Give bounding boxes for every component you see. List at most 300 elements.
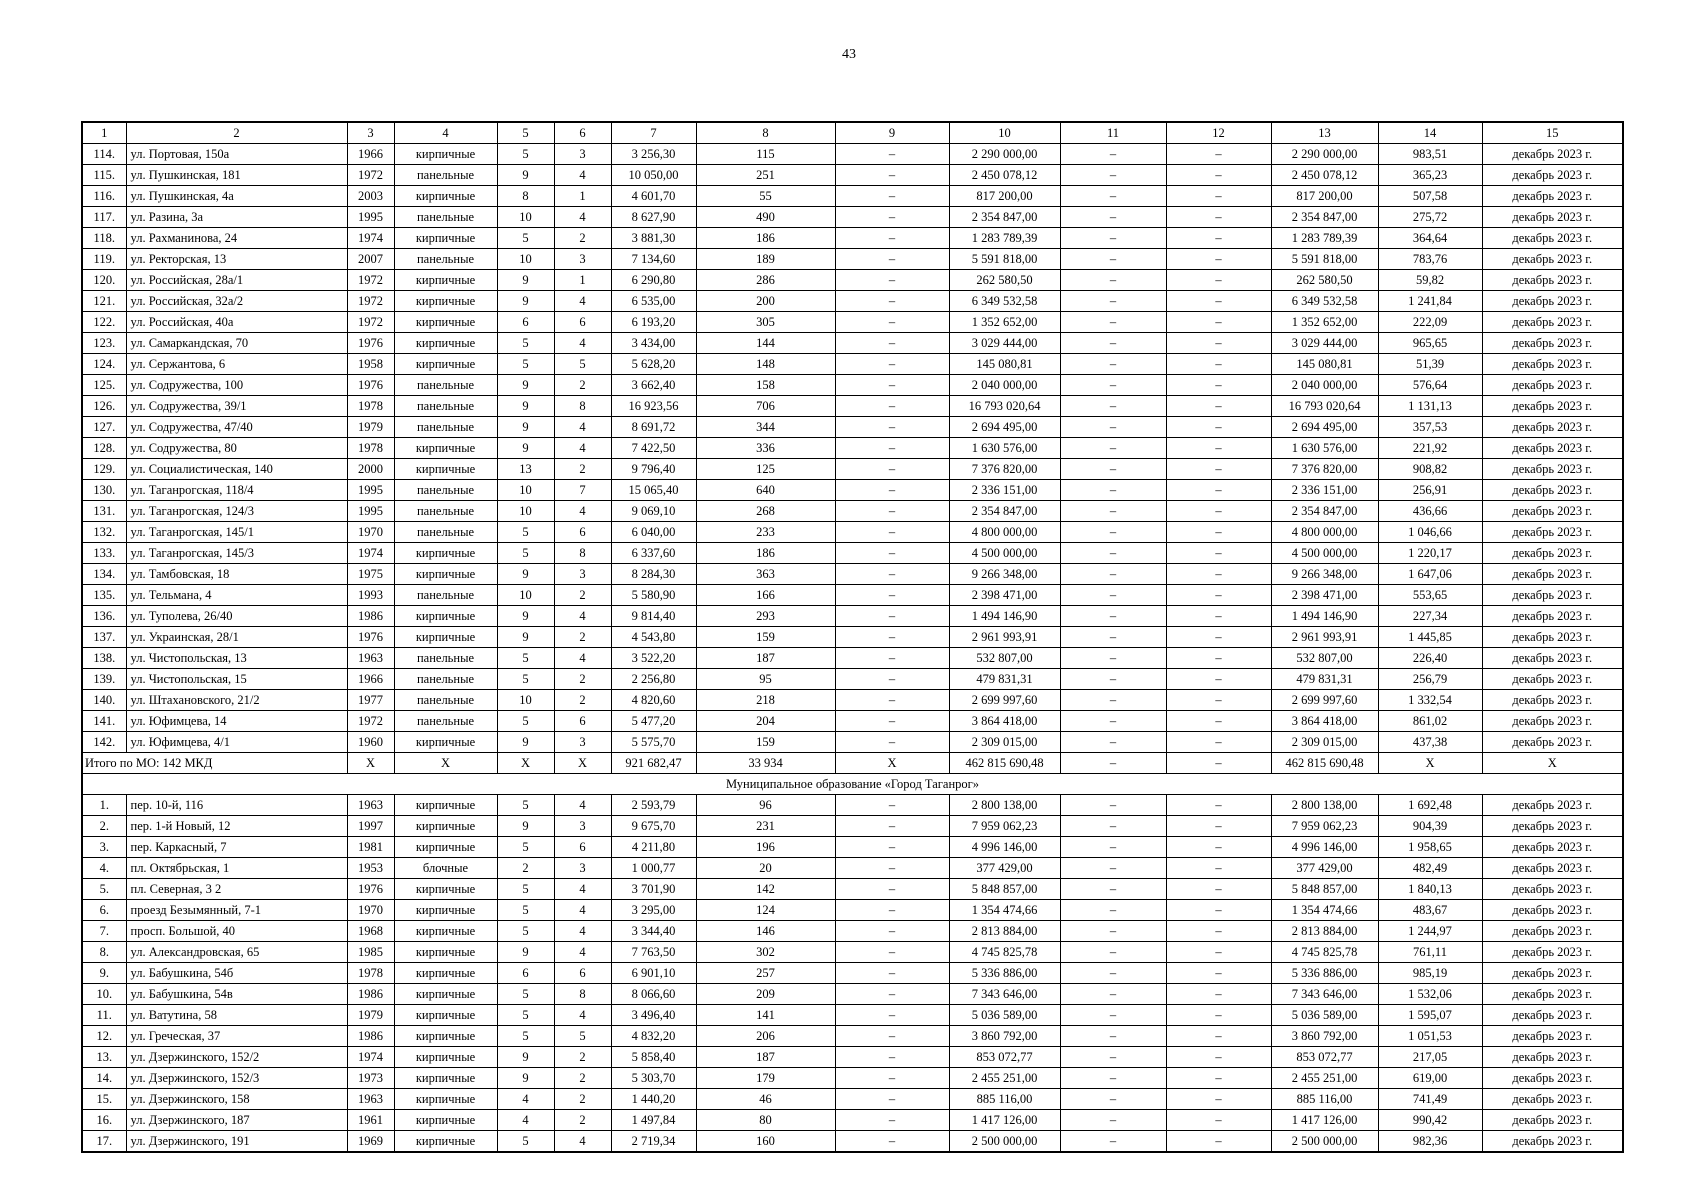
cell-cost-total: 1 494 146,90 [949, 606, 1060, 627]
header-cell: 11 [1060, 122, 1166, 144]
cell-floors: 5 [497, 879, 554, 900]
cell-entrances: 4 [554, 606, 611, 627]
cell-completion-date: декабрь 2023 г. [1482, 333, 1623, 354]
cell-cost-total: 2 354 847,00 [949, 501, 1060, 522]
cell-total-area: 6 337,60 [611, 543, 696, 564]
cell-col-9: – [835, 522, 949, 543]
cell-wall-material: блочные [394, 858, 497, 879]
cell-total-area: 8 691,72 [611, 417, 696, 438]
cell-residents: 363 [696, 564, 835, 585]
cell-total-area: 4 820,60 [611, 690, 696, 711]
cell-col-11: – [1060, 354, 1166, 375]
cell-cost-fund: 3 029 444,00 [1271, 333, 1378, 354]
table-row [82, 291, 1623, 312]
cell-completion-date: декабрь 2023 г. [1482, 879, 1623, 900]
cell-address: ул. Портовая, 150а [126, 144, 347, 165]
table-row [82, 375, 1623, 396]
cell-address: ул. Украинская, 28/1 [126, 627, 347, 648]
cell-cost-per-sqm: 1 051,53 [1378, 1026, 1482, 1047]
cell-cost-fund: 3 860 792,00 [1271, 1026, 1378, 1047]
cell-cost-fund: 2 455 251,00 [1271, 1068, 1378, 1089]
cell-col-9: – [835, 879, 949, 900]
cell-cost-per-sqm: 256,79 [1378, 669, 1482, 690]
cell-completion-date: декабрь 2023 г. [1482, 459, 1623, 480]
cell-entrances: 4 [554, 207, 611, 228]
cell-wall-material: панельные [394, 711, 497, 732]
cell-col-12: – [1166, 480, 1271, 501]
cell-address: ул. Дзержинского, 152/3 [126, 1068, 347, 1089]
cell-floors: 10 [497, 585, 554, 606]
cell-cost-per-sqm: 985,19 [1378, 963, 1482, 984]
cell-col-9: – [835, 669, 949, 690]
cell-residents: 141 [696, 1005, 835, 1026]
page-number: 43 [842, 47, 856, 62]
cell-cost-per-sqm: 576,64 [1378, 375, 1482, 396]
cell-address: ул. Сержантова, 6 [126, 354, 347, 375]
cell-col-9: – [835, 480, 949, 501]
cell-cost-fund: 262 580,50 [1271, 270, 1378, 291]
cell-year-built: 1979 [347, 417, 394, 438]
cell-col-12: – [1166, 438, 1271, 459]
table-row [82, 837, 1623, 858]
cell-year-built: 1974 [347, 1047, 394, 1068]
cell-year-built: 1985 [347, 942, 394, 963]
cell-col-12: – [1166, 501, 1271, 522]
cell-year-built: 1966 [347, 144, 394, 165]
cell-completion-date: декабрь 2023 г. [1482, 249, 1623, 270]
cell-total-area: 5 858,40 [611, 1047, 696, 1068]
cell-floors: 9 [497, 732, 554, 753]
cell-col-11: – [1060, 963, 1166, 984]
cell-col-11: – [1060, 333, 1166, 354]
cell-cost-total: 2 961 993,91 [949, 627, 1060, 648]
cell-col-9: – [835, 732, 949, 753]
cell-total-area: 7 134,60 [611, 249, 696, 270]
cell-cost-total: 885 116,00 [949, 1089, 1060, 1110]
cell-cost-per-sqm: 226,40 [1378, 648, 1482, 669]
cell-col-12: – [1166, 711, 1271, 732]
total-cell: – [1166, 753, 1271, 774]
cell-col-11: – [1060, 480, 1166, 501]
cell-floors: 5 [497, 1131, 554, 1153]
cell-year-built: 2000 [347, 459, 394, 480]
cell-col-12: – [1166, 165, 1271, 186]
cell-residents: 158 [696, 375, 835, 396]
cell-col-11: – [1060, 837, 1166, 858]
cell-floors: 9 [497, 564, 554, 585]
cell-col-12: – [1166, 312, 1271, 333]
cell-year-built: 1973 [347, 1068, 394, 1089]
cell-col-12: – [1166, 1026, 1271, 1047]
cell-floors: 9 [497, 291, 554, 312]
cell-row-number: 134. [82, 564, 126, 585]
cell-col-12: – [1166, 144, 1271, 165]
cell-col-12: – [1166, 228, 1271, 249]
table-row [82, 1089, 1623, 1110]
cell-completion-date: декабрь 2023 г. [1482, 270, 1623, 291]
cell-wall-material: кирпичные [394, 837, 497, 858]
column-number-header [82, 122, 1623, 144]
cell-residents: 206 [696, 1026, 835, 1047]
cell-wall-material: кирпичные [394, 438, 497, 459]
cell-col-9: – [835, 501, 949, 522]
cell-row-number: 14. [82, 1068, 126, 1089]
cell-cost-total: 5 036 589,00 [949, 1005, 1060, 1026]
cell-entrances: 4 [554, 879, 611, 900]
cell-cost-fund: 7 959 062,23 [1271, 816, 1378, 837]
cell-address: ул. Дзержинского, 152/2 [126, 1047, 347, 1068]
cell-wall-material: панельные [394, 417, 497, 438]
cell-address: ул. Дзержинского, 191 [126, 1131, 347, 1153]
cell-cost-total: 2 354 847,00 [949, 207, 1060, 228]
cell-floors: 9 [497, 375, 554, 396]
cell-completion-date: декабрь 2023 г. [1482, 1110, 1623, 1131]
cell-cost-fund: 2 354 847,00 [1271, 207, 1378, 228]
cell-completion-date: декабрь 2023 г. [1482, 564, 1623, 585]
cell-row-number: 123. [82, 333, 126, 354]
cell-row-number: 16. [82, 1110, 126, 1131]
cell-col-11: – [1060, 291, 1166, 312]
cell-completion-date: декабрь 2023 г. [1482, 816, 1623, 837]
cell-residents: 159 [696, 732, 835, 753]
cell-year-built: 1968 [347, 921, 394, 942]
cell-col-11: – [1060, 1110, 1166, 1131]
cell-completion-date: декабрь 2023 г. [1482, 711, 1623, 732]
cell-col-9: – [835, 417, 949, 438]
cell-row-number: 13. [82, 1047, 126, 1068]
cell-total-area: 6 901,10 [611, 963, 696, 984]
cell-entrances: 3 [554, 858, 611, 879]
total-cell: X [1378, 753, 1482, 774]
cell-cost-per-sqm: 783,76 [1378, 249, 1482, 270]
cell-row-number: 132. [82, 522, 126, 543]
cell-cost-total: 532 807,00 [949, 648, 1060, 669]
cell-col-11: – [1060, 543, 1166, 564]
cell-year-built: 1963 [347, 795, 394, 816]
table-row [82, 606, 1623, 627]
cell-cost-fund: 817 200,00 [1271, 186, 1378, 207]
table-row [82, 984, 1623, 1005]
table-row [82, 732, 1623, 753]
cell-wall-material: кирпичные [394, 1047, 497, 1068]
header-cell: 1 [82, 122, 126, 144]
cell-cost-per-sqm: 221,92 [1378, 438, 1482, 459]
cell-row-number: 11. [82, 1005, 126, 1026]
cell-year-built: 1974 [347, 543, 394, 564]
cell-wall-material: кирпичные [394, 921, 497, 942]
cell-entrances: 3 [554, 732, 611, 753]
table-row [82, 942, 1623, 963]
cell-total-area: 2 593,79 [611, 795, 696, 816]
cell-completion-date: декабрь 2023 г. [1482, 375, 1623, 396]
cell-col-11: – [1060, 669, 1166, 690]
cell-row-number: 133. [82, 543, 126, 564]
cell-completion-date: декабрь 2023 г. [1482, 900, 1623, 921]
cell-address: ул. Тамбовская, 18 [126, 564, 347, 585]
cell-cost-per-sqm: 507,58 [1378, 186, 1482, 207]
cell-total-area: 6 193,20 [611, 312, 696, 333]
cell-cost-per-sqm: 437,38 [1378, 732, 1482, 753]
cell-cost-fund: 5 036 589,00 [1271, 1005, 1378, 1026]
cell-col-12: – [1166, 963, 1271, 984]
cell-col-11: – [1060, 1131, 1166, 1153]
cell-cost-fund: 2 694 495,00 [1271, 417, 1378, 438]
cell-completion-date: декабрь 2023 г. [1482, 1089, 1623, 1110]
cell-floors: 9 [497, 942, 554, 963]
total-cell: – [1060, 753, 1166, 774]
cell-col-9: – [835, 291, 949, 312]
cell-entrances: 6 [554, 963, 611, 984]
total-row [82, 753, 1623, 774]
cell-col-11: – [1060, 501, 1166, 522]
cell-col-12: – [1166, 606, 1271, 627]
cell-wall-material: кирпичные [394, 186, 497, 207]
cell-cost-total: 2 800 138,00 [949, 795, 1060, 816]
cell-cost-per-sqm: 482,49 [1378, 858, 1482, 879]
cell-floors: 10 [497, 249, 554, 270]
cell-col-11: – [1060, 816, 1166, 837]
cell-year-built: 1970 [347, 900, 394, 921]
cell-year-built: 1974 [347, 228, 394, 249]
cell-completion-date: декабрь 2023 г. [1482, 480, 1623, 501]
cell-cost-total: 4 745 825,78 [949, 942, 1060, 963]
cell-completion-date: декабрь 2023 г. [1482, 1068, 1623, 1089]
cell-address: ул. Таганрогская, 118/4 [126, 480, 347, 501]
cell-entrances: 1 [554, 186, 611, 207]
cell-col-11: – [1060, 879, 1166, 900]
cell-year-built: 1976 [347, 375, 394, 396]
cell-cost-total: 853 072,77 [949, 1047, 1060, 1068]
cell-col-12: – [1166, 1068, 1271, 1089]
cell-year-built: 1970 [347, 522, 394, 543]
cell-col-11: – [1060, 606, 1166, 627]
cell-year-built: 1976 [347, 879, 394, 900]
cell-col-12: – [1166, 333, 1271, 354]
cell-cost-total: 2 309 015,00 [949, 732, 1060, 753]
cell-wall-material: панельные [394, 480, 497, 501]
cell-wall-material: кирпичные [394, 1110, 497, 1131]
cell-wall-material: панельные [394, 669, 497, 690]
cell-cost-total: 2 040 000,00 [949, 375, 1060, 396]
table-row [82, 1110, 1623, 1131]
header-cell: 15 [1482, 122, 1623, 144]
cell-col-12: – [1166, 396, 1271, 417]
cell-floors: 6 [497, 963, 554, 984]
cell-year-built: 2003 [347, 186, 394, 207]
cell-row-number: 135. [82, 585, 126, 606]
cell-cost-per-sqm: 904,39 [1378, 816, 1482, 837]
cell-completion-date: декабрь 2023 г. [1482, 312, 1623, 333]
cell-completion-date: декабрь 2023 г. [1482, 522, 1623, 543]
cell-col-12: – [1166, 291, 1271, 312]
header-cell: 14 [1378, 122, 1482, 144]
cell-col-11: – [1060, 732, 1166, 753]
cell-col-12: – [1166, 732, 1271, 753]
cell-cost-per-sqm: 1 131,13 [1378, 396, 1482, 417]
cell-col-9: – [835, 1047, 949, 1068]
cell-entrances: 3 [554, 816, 611, 837]
cell-completion-date: декабрь 2023 г. [1482, 627, 1623, 648]
cell-address: ул. Российская, 32а/2 [126, 291, 347, 312]
cell-year-built: 1963 [347, 1089, 394, 1110]
cell-completion-date: декабрь 2023 г. [1482, 354, 1623, 375]
cell-residents: 159 [696, 627, 835, 648]
cell-residents: 80 [696, 1110, 835, 1131]
cell-completion-date: декабрь 2023 г. [1482, 501, 1623, 522]
cell-col-11: – [1060, 1068, 1166, 1089]
cell-completion-date: декабрь 2023 г. [1482, 732, 1623, 753]
section-title: Муниципальное образование «Город Таганрог» [82, 774, 1623, 795]
cell-year-built: 1986 [347, 606, 394, 627]
cell-address: ул. Самаркандская, 70 [126, 333, 347, 354]
header-cell: 5 [497, 122, 554, 144]
cell-col-9: – [835, 186, 949, 207]
cell-wall-material: кирпичные [394, 984, 497, 1005]
cell-row-number: 141. [82, 711, 126, 732]
cell-entrances: 4 [554, 900, 611, 921]
cell-year-built: 1978 [347, 396, 394, 417]
cell-total-area: 1 440,20 [611, 1089, 696, 1110]
cell-total-area: 7 763,50 [611, 942, 696, 963]
header-cell: 6 [554, 122, 611, 144]
cell-cost-fund: 4 996 146,00 [1271, 837, 1378, 858]
cell-residents: 142 [696, 879, 835, 900]
cell-cost-total: 4 996 146,00 [949, 837, 1060, 858]
table-row [82, 1131, 1623, 1153]
cell-floors: 2 [497, 858, 554, 879]
cell-year-built: 1977 [347, 690, 394, 711]
cell-entrances: 2 [554, 627, 611, 648]
cell-cost-fund: 2 961 993,91 [1271, 627, 1378, 648]
cell-address: ул. Социалистическая, 140 [126, 459, 347, 480]
table-row [82, 564, 1623, 585]
cell-total-area: 3 256,30 [611, 144, 696, 165]
cell-col-9: – [835, 585, 949, 606]
cell-cost-per-sqm: 1 332,54 [1378, 690, 1482, 711]
cell-address: ул. Пушкинская, 4а [126, 186, 347, 207]
cell-cost-per-sqm: 1 692,48 [1378, 795, 1482, 816]
cell-entrances: 4 [554, 921, 611, 942]
cell-col-11: – [1060, 228, 1166, 249]
table-row [82, 459, 1623, 480]
cell-cost-fund: 1 630 576,00 [1271, 438, 1378, 459]
cell-col-9: – [835, 396, 949, 417]
cell-cost-fund: 16 793 020,64 [1271, 396, 1378, 417]
cell-col-12: – [1166, 543, 1271, 564]
cell-col-12: – [1166, 942, 1271, 963]
cell-entrances: 8 [554, 543, 611, 564]
cell-address: ул. Греческая, 37 [126, 1026, 347, 1047]
cell-year-built: 1958 [347, 354, 394, 375]
cell-col-11: – [1060, 375, 1166, 396]
cell-row-number: 2. [82, 816, 126, 837]
cell-year-built: 1997 [347, 816, 394, 837]
cell-address: ул. Российская, 28а/1 [126, 270, 347, 291]
cell-address: ул. Чистопольская, 15 [126, 669, 347, 690]
cell-col-9: – [835, 312, 949, 333]
cell-cost-per-sqm: 983,51 [1378, 144, 1482, 165]
cell-col-11: – [1060, 165, 1166, 186]
cell-total-area: 9 069,10 [611, 501, 696, 522]
cell-col-9: – [835, 648, 949, 669]
table-row [82, 1068, 1623, 1089]
cell-row-number: 142. [82, 732, 126, 753]
cell-total-area: 9 675,70 [611, 816, 696, 837]
cell-col-9: – [835, 1026, 949, 1047]
cell-residents: 706 [696, 396, 835, 417]
cell-cost-total: 262 580,50 [949, 270, 1060, 291]
cell-row-number: 131. [82, 501, 126, 522]
cell-cost-total: 7 343 646,00 [949, 984, 1060, 1005]
cell-row-number: 3. [82, 837, 126, 858]
cell-entrances: 2 [554, 375, 611, 396]
cell-row-number: 125. [82, 375, 126, 396]
cell-row-number: 136. [82, 606, 126, 627]
cell-wall-material: кирпичные [394, 354, 497, 375]
cell-cost-per-sqm: 1 595,07 [1378, 1005, 1482, 1026]
cell-completion-date: декабрь 2023 г. [1482, 1131, 1623, 1153]
cell-col-12: – [1166, 564, 1271, 585]
cell-col-12: – [1166, 690, 1271, 711]
cell-wall-material: панельные [394, 249, 497, 270]
cell-cost-per-sqm: 256,91 [1378, 480, 1482, 501]
cell-address: пер. Каркасный, 7 [126, 837, 347, 858]
cell-floors: 5 [497, 228, 554, 249]
cell-cost-total: 5 848 857,00 [949, 879, 1060, 900]
cell-floors: 5 [497, 522, 554, 543]
cell-wall-material: кирпичные [394, 270, 497, 291]
cell-cost-fund: 2 309 015,00 [1271, 732, 1378, 753]
table-row [82, 816, 1623, 837]
cell-col-12: – [1166, 417, 1271, 438]
table-row [82, 921, 1623, 942]
cell-col-12: – [1166, 648, 1271, 669]
cell-residents: 302 [696, 942, 835, 963]
cell-address: проезд Безымянный, 7-1 [126, 900, 347, 921]
table-row [82, 879, 1623, 900]
table-row [82, 1026, 1623, 1047]
cell-cost-total: 3 029 444,00 [949, 333, 1060, 354]
cell-col-12: – [1166, 270, 1271, 291]
cell-col-12: – [1166, 816, 1271, 837]
cell-completion-date: декабрь 2023 г. [1482, 1005, 1623, 1026]
cell-wall-material: панельные [394, 522, 497, 543]
cell-total-area: 5 477,20 [611, 711, 696, 732]
cell-completion-date: декабрь 2023 г. [1482, 795, 1623, 816]
cell-row-number: 12. [82, 1026, 126, 1047]
cell-entrances: 2 [554, 459, 611, 480]
cell-residents: 20 [696, 858, 835, 879]
table-row [82, 354, 1623, 375]
cell-entrances: 8 [554, 396, 611, 417]
cell-wall-material: кирпичные [394, 879, 497, 900]
cell-entrances: 2 [554, 1110, 611, 1131]
table-row [82, 648, 1623, 669]
cell-wall-material: кирпичные [394, 312, 497, 333]
total-cell: X [835, 753, 949, 774]
cell-total-area: 3 522,20 [611, 648, 696, 669]
cell-floors: 5 [497, 795, 554, 816]
cell-total-area: 6 040,00 [611, 522, 696, 543]
total-cell: X [1482, 753, 1623, 774]
cell-floors: 9 [497, 1047, 554, 1068]
cell-cost-total: 4 500 000,00 [949, 543, 1060, 564]
cell-cost-per-sqm: 761,11 [1378, 942, 1482, 963]
cell-col-11: – [1060, 186, 1166, 207]
table-row [82, 543, 1623, 564]
cell-col-9: – [835, 270, 949, 291]
cell-col-12: – [1166, 858, 1271, 879]
